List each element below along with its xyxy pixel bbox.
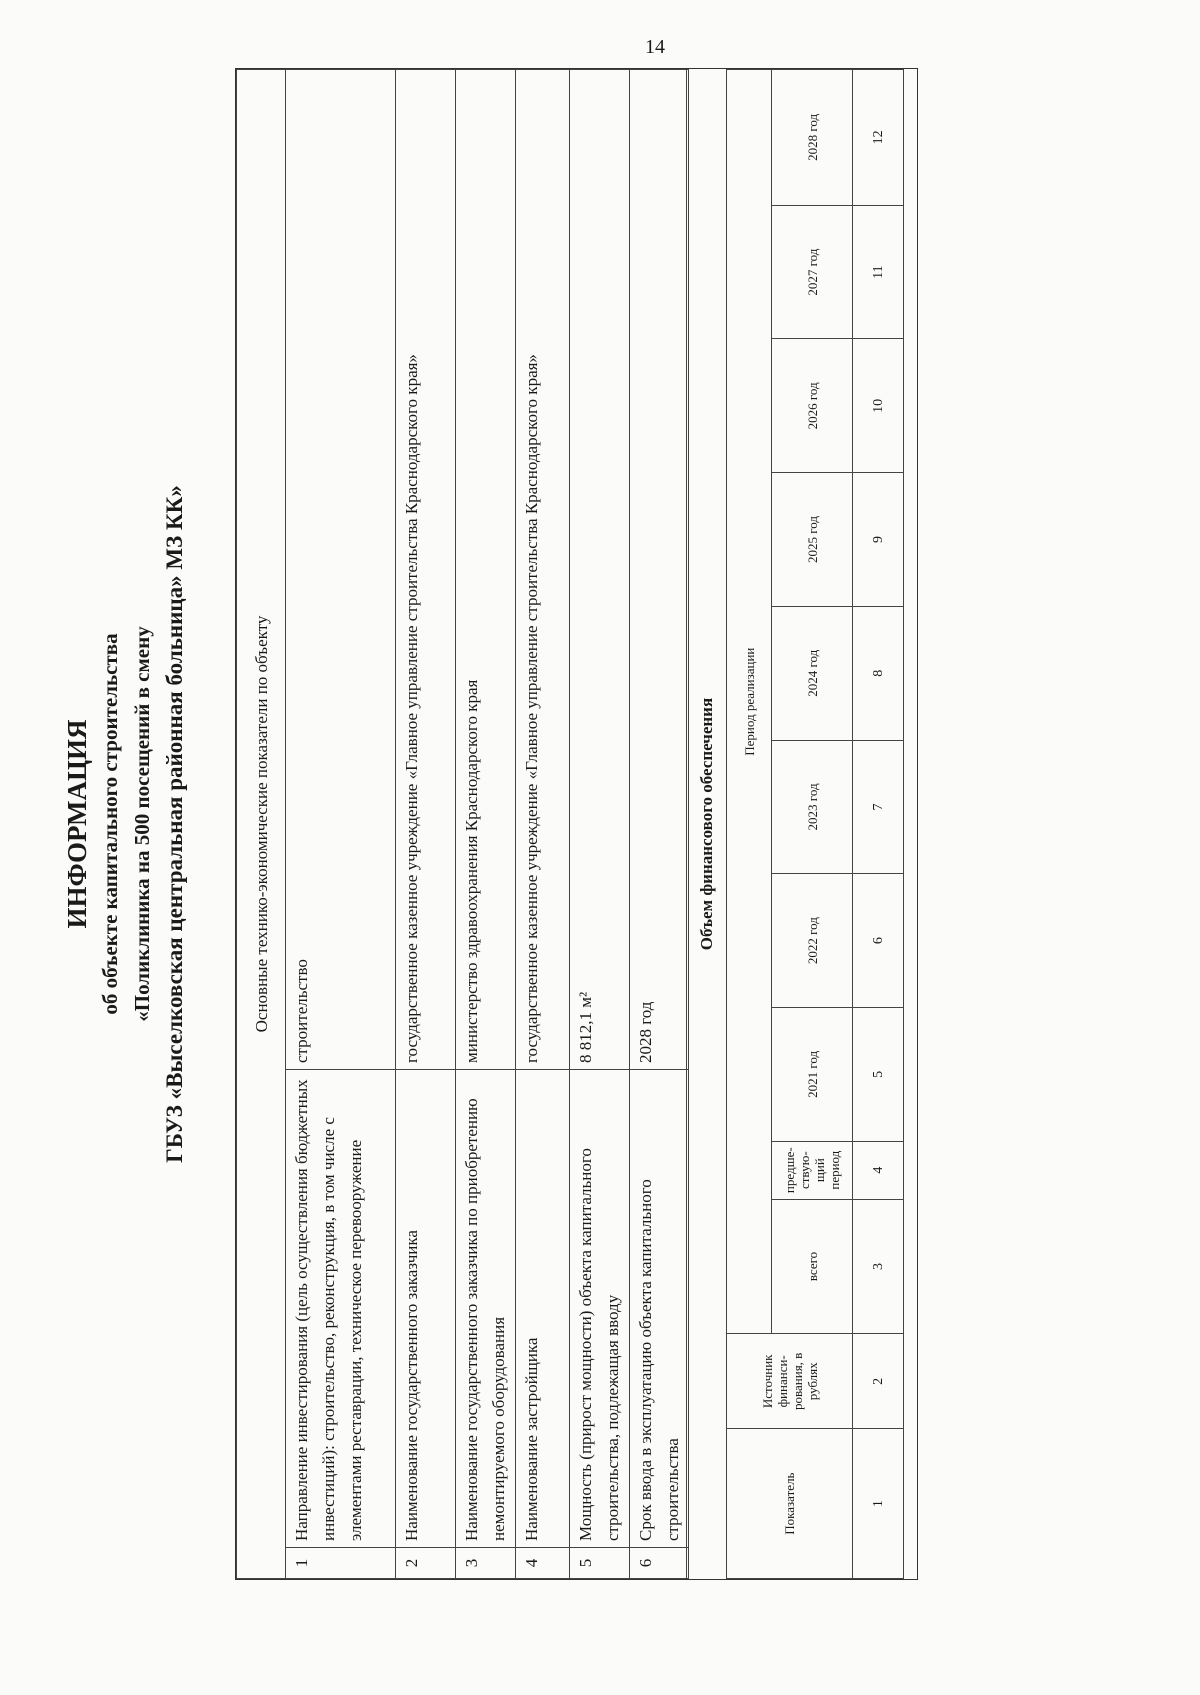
header-year: 2024 год (772, 606, 853, 740)
row-value: министерство здравоохранения Краснодарского края (456, 70, 516, 1070)
header-year: 2022 год (772, 874, 853, 1008)
header-year: 2028 год (772, 70, 853, 206)
table-row (630, 70, 689, 1579)
row-label: Мощность (прирост мощности) объекта капитального строительства, подлежащая вводу (570, 1070, 630, 1548)
row-value: государственное казенное учреждение «Главное управление строительства Краснодарского края» (516, 70, 570, 1070)
column-number: 11 (853, 205, 904, 339)
row-value: 2028 год (630, 70, 689, 1070)
finance-table (726, 69, 904, 1579)
row-label: Наименование застройщика (516, 1070, 570, 1548)
header-total: всего (772, 1199, 853, 1334)
row-number: 6 (630, 1548, 689, 1579)
header-source: Источник финанси-рования, в рублях (727, 1334, 853, 1429)
title-line-3: «Поликлиника на 500 посещений в смену (130, 626, 154, 1022)
table-row (516, 70, 570, 1579)
column-number: 1 (853, 1429, 904, 1579)
table-row (396, 70, 456, 1579)
title-line-2: об объекте капитального строительства (98, 633, 122, 1015)
header-year: 2026 год (772, 339, 853, 473)
row-value: государственное казенное учреждение «Главное управление строительства Краснодарского края» (396, 70, 456, 1070)
info-sheet (235, 68, 918, 1580)
header-previous-period: предше-ствую-щий период (772, 1141, 853, 1199)
column-number: 5 (853, 1007, 904, 1141)
column-number: 10 (853, 339, 904, 473)
header-period: Период реализации (727, 70, 772, 1334)
column-number: 6 (853, 874, 904, 1008)
title-line-1: ИНФОРМАЦИЯ (62, 719, 92, 929)
column-number: 9 (853, 473, 904, 607)
title-line-4: ГБУЗ «Выселковская центральная районная больница» МЗ КК» (162, 485, 187, 1163)
section-heading-technical: Основные технико-экономические показатели по объекту (237, 70, 286, 1579)
table-row (286, 70, 396, 1579)
row-number: 2 (396, 1548, 456, 1579)
row-value: строительство (286, 70, 396, 1070)
table-row (456, 70, 516, 1579)
column-number: 12 (853, 70, 904, 206)
row-number: 1 (286, 1548, 396, 1579)
header-year: 2025 год (772, 473, 853, 607)
table-row (570, 70, 630, 1579)
header-year: 2027 год (772, 205, 853, 339)
header-year: 2021 год (772, 1007, 853, 1141)
column-number: 4 (853, 1141, 904, 1199)
row-label: Направление инвестирования (цель осуществления бюджетных инвестиций): строительство, реконструкция, в том числе с элементами реставрации, техническое перевооружение (286, 1070, 396, 1548)
row-label: Наименование государственного заказчика по приобретению немонтируемого оборудования (456, 1070, 516, 1548)
column-number: 3 (853, 1199, 904, 1334)
rotated-page-content (60, 68, 886, 1580)
row-number: 4 (516, 1548, 570, 1579)
row-number: 3 (456, 1548, 516, 1579)
section-heading-finance: Объем финансового обеспечения (686, 69, 727, 1579)
header-year: 2023 год (772, 740, 853, 874)
row-label: Наименование государственного заказчика (396, 1070, 456, 1548)
page-number: 14 (645, 36, 665, 58)
technical-indicators-table (236, 69, 689, 1579)
header-indicator: Показатель (727, 1429, 853, 1579)
row-number: 5 (570, 1548, 630, 1579)
document-title (60, 68, 192, 1580)
column-number: 2 (853, 1334, 904, 1429)
column-number: 8 (853, 606, 904, 740)
column-number: 7 (853, 740, 904, 874)
row-label: Срок ввода в эксплуатацию объекта капитального строительства (630, 1070, 689, 1548)
row-value: 8 812,1 м² (570, 70, 630, 1070)
